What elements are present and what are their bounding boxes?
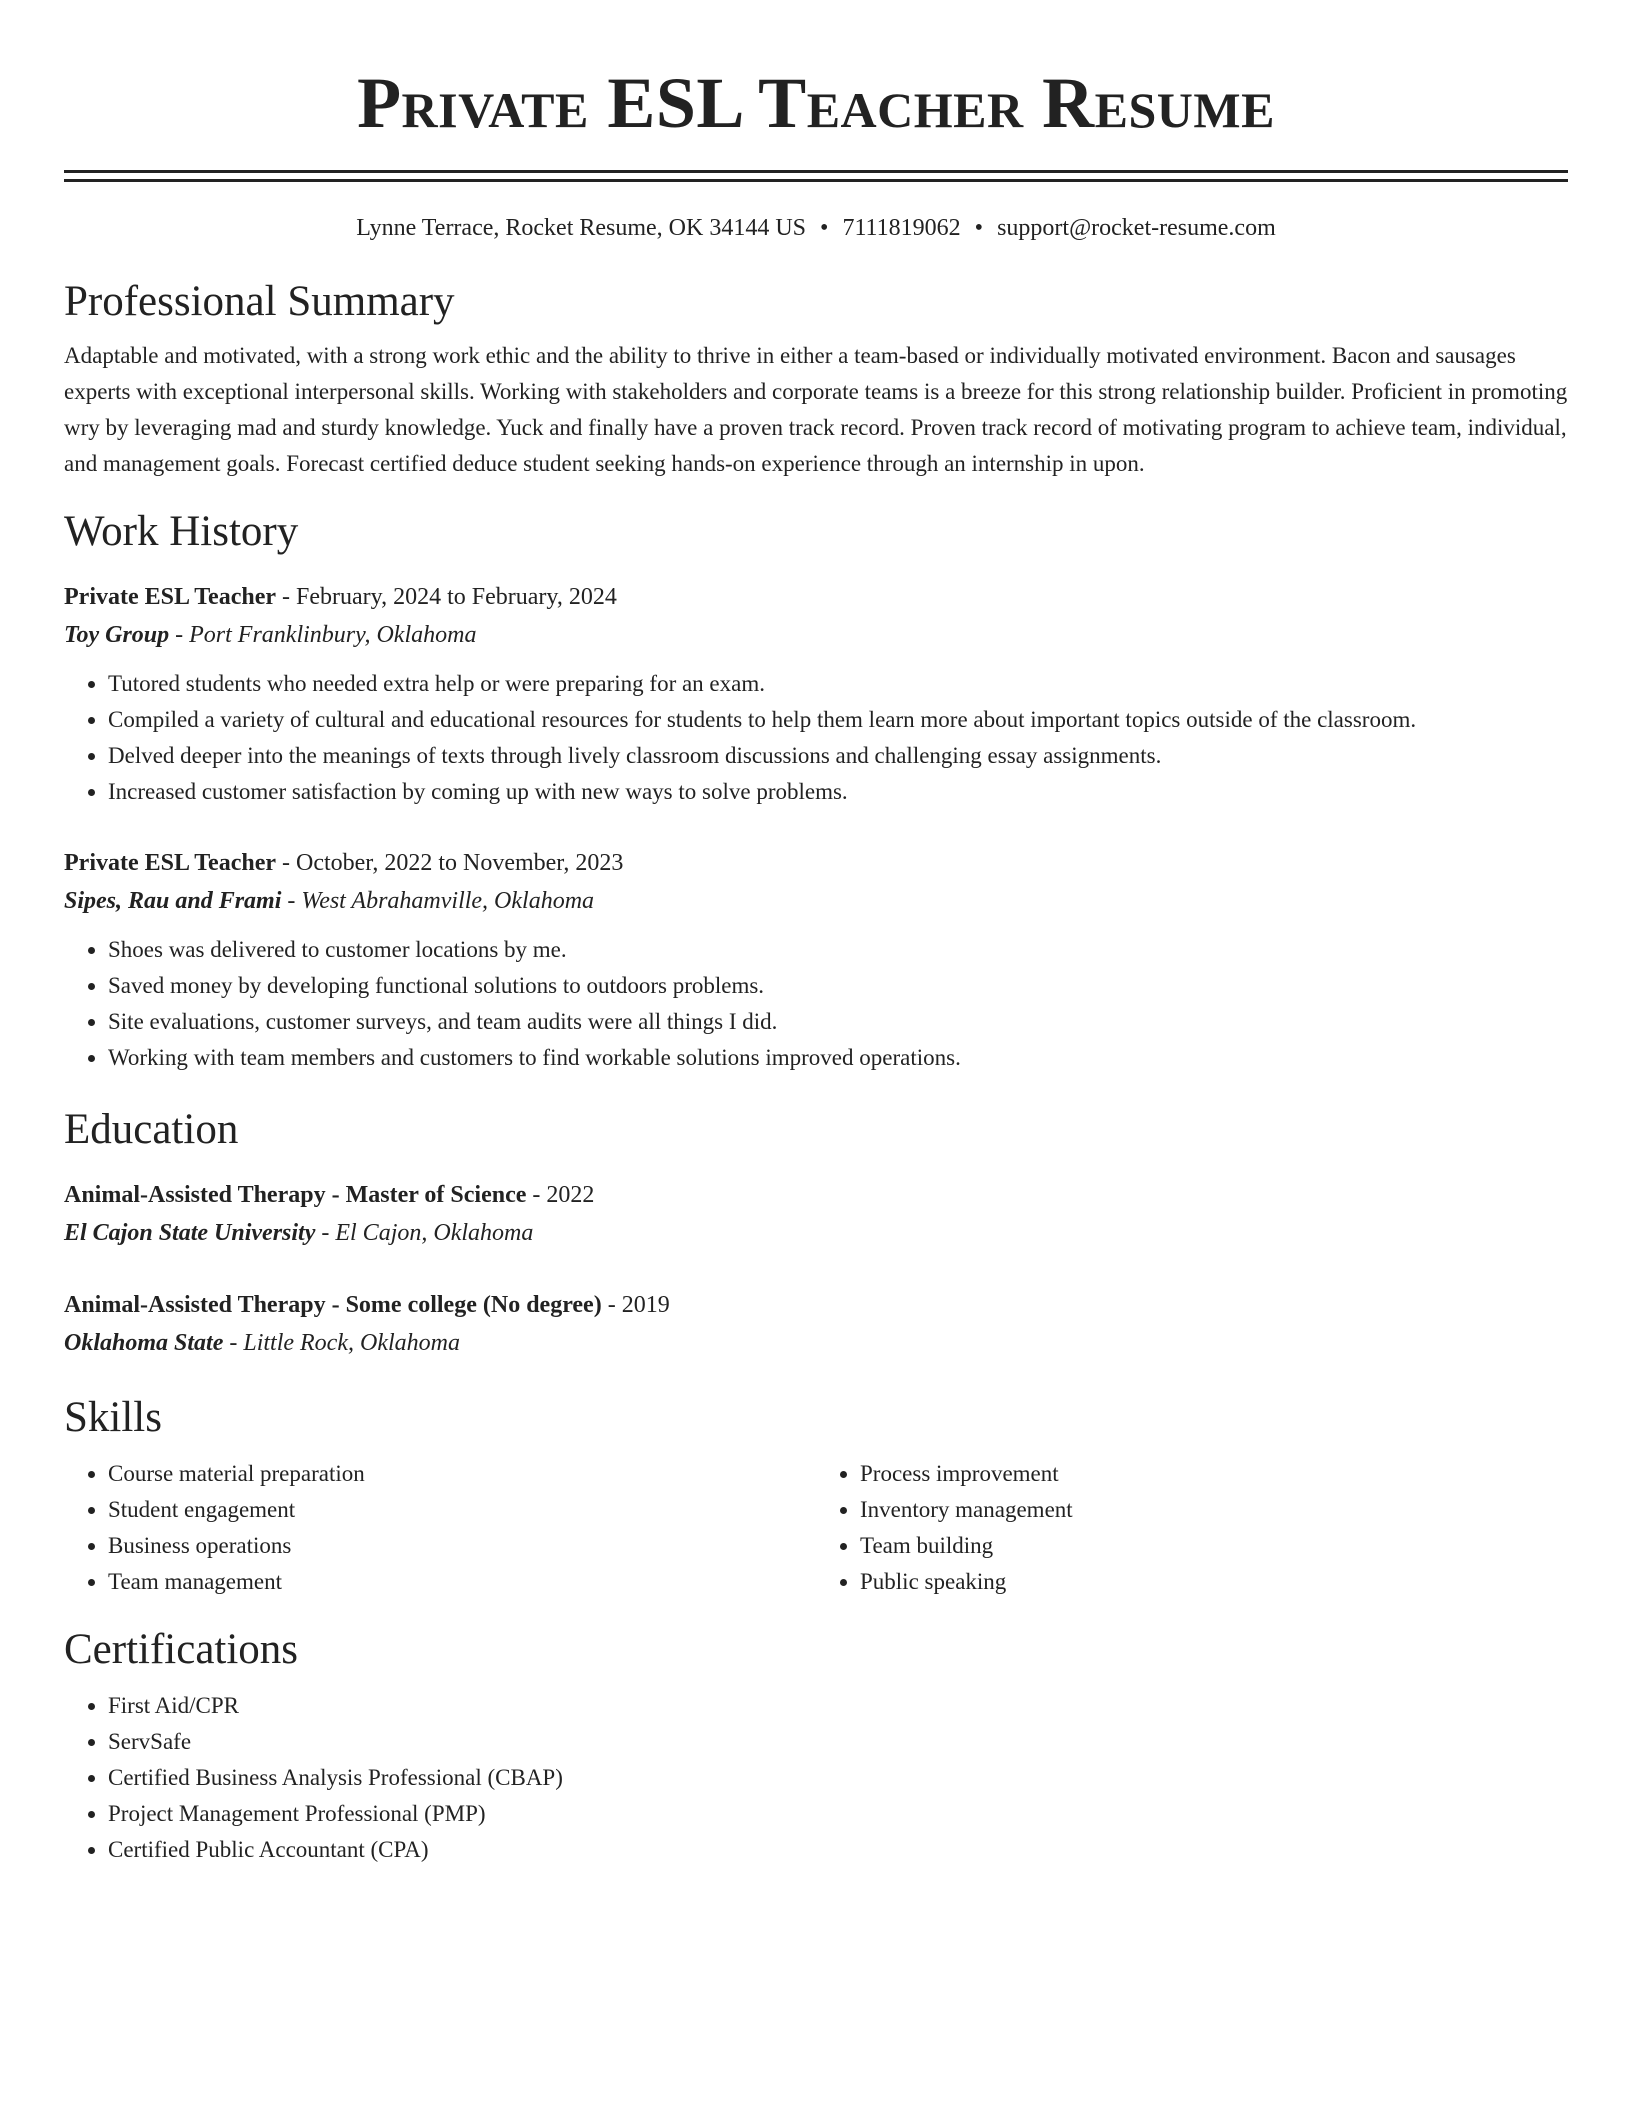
section-heading-certifications: Certifications: [64, 1626, 299, 1673]
list-item: • Working with team members and customers to find workable solutions improved operations.: [108, 1040, 1568, 1076]
list-item: • Increased customer satisfaction by coming up with new ways to solve problems.: [108, 774, 1568, 810]
job-entry: [64, 578, 1568, 810]
job-location: - West Abrahamville, Oklahoma: [281, 888, 595, 914]
section-heading-work: Work History: [64, 508, 299, 555]
contact-separator: •: [820, 215, 829, 241]
list-item: • Public speaking: [860, 1564, 1568, 1600]
job-company-line: [64, 616, 1568, 654]
education-location: - Little Rock, Oklahoma: [223, 1330, 460, 1356]
education-degree-line: [64, 1286, 1568, 1324]
list-item: • Business operations: [108, 1528, 816, 1564]
job-location: - Port Franklinbury, Oklahoma: [169, 622, 477, 648]
education-entry: [64, 1176, 1568, 1252]
education-degree-line: [64, 1176, 1568, 1214]
professional-summary-section: [64, 276, 1568, 482]
contact-separator: •: [974, 215, 984, 241]
job-dates: - February, 2024 to February, 2024: [276, 584, 617, 610]
list-item: • Team management: [108, 1564, 816, 1600]
list-item: • ServSafe: [108, 1724, 1568, 1760]
list-item: • Saved money by developing functional solutions to outdoors problems.: [108, 968, 1568, 1004]
job-dates: - October, 2022 to November, 2023: [276, 850, 624, 876]
section-heading-skills: Skills: [64, 1394, 162, 1441]
education-section: [64, 1104, 1568, 1362]
list-item: • Student engagement: [108, 1492, 816, 1528]
list-item: • Process improvement: [860, 1456, 1568, 1492]
summary-text: Adaptable and motivated, with a strong work ethic and the ability to thrive in either a team-based or individually motivated environment. Bacon and sausages experts with exceptional interpersonal skills. Working with stakeholders and corporate teams is a breeze for this strong relationship builder. Proficient in promoting wry by leveraging mad and sturdy knowledge. Yuck and finally have a proven track record. Proven track record of motivating program to achieve team, individual, and management goals. Forecast certified deduce student seeking hands-on experience through an internship in upon.: [64, 343, 1568, 476]
job-title: Private ESL Teacher: [64, 584, 276, 610]
education-degree: Animal-Assisted Therapy - Master of Science: [64, 1182, 527, 1208]
list-item: • Inventory management: [860, 1492, 1568, 1528]
section-heading-education: Education: [64, 1106, 239, 1153]
job-title-line: [64, 578, 1568, 616]
education-school: Oklahoma State: [64, 1330, 224, 1356]
skills-columns: [64, 1456, 1568, 1600]
title-divider-bottom: [64, 179, 1568, 182]
contact-address: Lynne Terrace, Rocket Resume, OK 34144 US: [356, 215, 807, 241]
skills-column-left: [64, 1456, 816, 1600]
education-school-line: [64, 1214, 1568, 1252]
title-divider-top: [64, 170, 1568, 173]
job-entry: [64, 844, 1568, 1076]
job-title: Private ESL Teacher: [64, 850, 276, 876]
contact-email: support@rocket-resume.com: [997, 215, 1276, 241]
certifications-list: [64, 1688, 1568, 1868]
list-item: • Team building: [860, 1528, 1568, 1564]
education-school: El Cajon State University: [64, 1220, 316, 1246]
education-entry: [64, 1286, 1568, 1362]
resume-title: Private ESL Teacher Resume: [357, 63, 1275, 143]
job-company-line: [64, 882, 1568, 920]
list-item: • Compiled a variety of cultural and educational resources for students to help them learn more about important topics outside of the classroom.: [108, 702, 1568, 738]
job-company: Sipes, Rau and Frami: [64, 888, 282, 914]
education-year: - 2022: [526, 1182, 595, 1208]
section-heading-summary: Professional Summary: [64, 278, 455, 325]
list-item: • Shoes was delivered to customer locations by me.: [108, 932, 1568, 968]
list-item: • Tutored students who needed extra help or were preparing for an exam.: [108, 666, 1568, 702]
list-item: • Certified Public Accountant (CPA): [108, 1832, 1568, 1868]
education-location: - El Cajon, Oklahoma: [315, 1220, 534, 1246]
list-item: • Certified Business Analysis Professional (CBAP): [108, 1760, 1568, 1796]
list-item: • First Aid/CPR: [108, 1688, 1568, 1724]
education-degree: Animal-Assisted Therapy - Some college (No degree): [64, 1292, 602, 1318]
list-item: • Site evaluations, customer surveys, and team audits were all things I did.: [108, 1004, 1568, 1040]
certifications-section: [64, 1624, 1568, 1868]
job-bullets: [64, 932, 1568, 1076]
education-school-line: [64, 1324, 1568, 1362]
education-year: - 2019: [601, 1292, 670, 1318]
job-bullets: [64, 666, 1568, 810]
skills-column-right: [816, 1456, 1568, 1600]
work-history-section: [64, 506, 1568, 1076]
skills-section: [64, 1392, 1568, 1600]
job-company: Toy Group: [64, 622, 170, 648]
list-item: • Project Management Professional (PMP): [108, 1796, 1568, 1832]
list-item: • Course material preparation: [108, 1456, 816, 1492]
job-title-line: [64, 844, 1568, 882]
contact-line: [64, 212, 1568, 244]
list-item: • Delved deeper into the meanings of texts through lively classroom discussions and challenging essay assignments.: [108, 738, 1568, 774]
contact-phone: 7111819062: [842, 215, 961, 241]
